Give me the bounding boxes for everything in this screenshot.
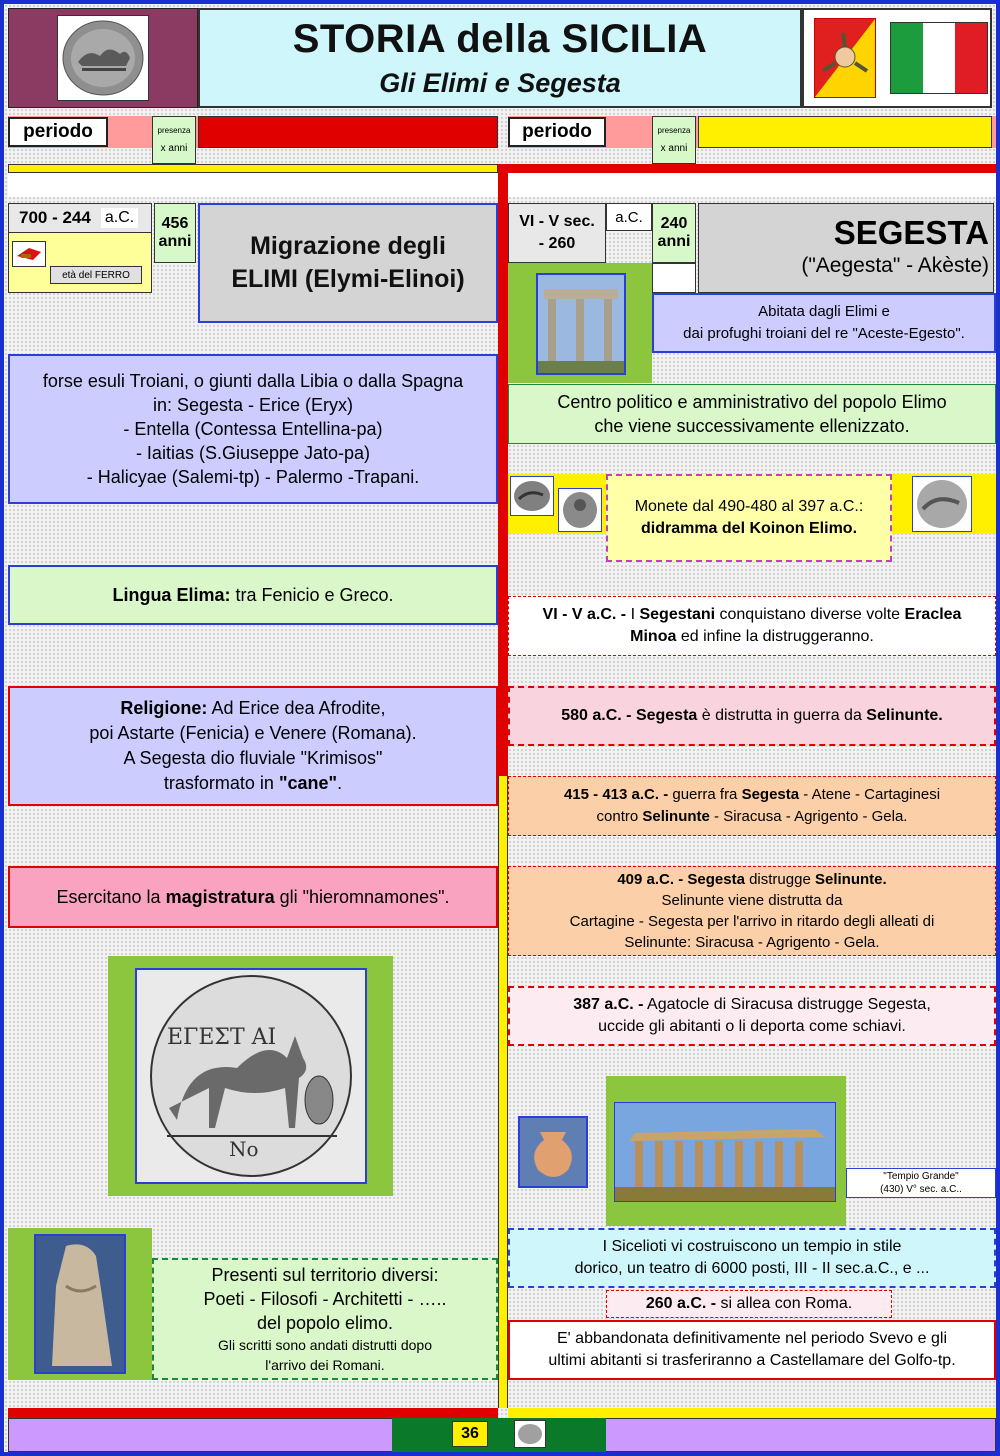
event-bold: Selinunte. (866, 707, 943, 724)
italy-flag-icon (890, 22, 988, 94)
origins-line: - Entella (Contessa Entellina-pa) (123, 419, 383, 439)
coin-small-icon (558, 488, 602, 532)
sicelioti-text: dorico, un teatro di 6000 posti, III - II sec.a.C., e ... (574, 1260, 930, 1277)
event-bold: Selinunte. (814, 871, 887, 888)
presenti-text: Gli scritti sono andati distrutti dopo (218, 1337, 432, 1353)
event-text: ed infine la distruggeranno. (676, 628, 874, 645)
event-date: 580 a.C. - Segesta (561, 707, 698, 724)
right-years-blank (652, 263, 696, 293)
abitata-text: dai profughi troiani del re "Aceste-Egesto". (683, 325, 965, 342)
years-unit: anni (158, 233, 192, 250)
heading-line: Migrazione degli (250, 232, 446, 260)
period-unit: a.C. (101, 208, 138, 228)
page-title: STORIA della SICILIA (292, 17, 708, 61)
event-bold: Segestani (639, 606, 716, 623)
abbandono-text: E' abbandonata definitivamente nel periodo Svevo e gli (557, 1330, 947, 1347)
monete-coins-left (508, 474, 606, 534)
footer-green-panel (392, 1418, 606, 1452)
event-text: guerra fra (668, 786, 742, 803)
event-text: - Siracusa - Agrigento - Gela. (709, 808, 908, 825)
iron-age-icon (12, 241, 46, 267)
header-coin-panel (8, 8, 198, 108)
event-text: I (626, 606, 640, 623)
right-red-divider (508, 164, 996, 173)
event-date: 260 a.C. - (645, 1295, 717, 1312)
right-years-box (652, 203, 696, 263)
vase-image (518, 1116, 588, 1188)
left-presence-bar (198, 116, 498, 148)
tempio-label-text: (430) V° sec. a.C.. (880, 1184, 962, 1195)
header-flags-panel (802, 8, 992, 108)
origins-line: - Halicyae (Salemi-tp) - Palermo -Trapani. (86, 467, 420, 487)
event-580 (508, 686, 996, 746)
abbandono-text: ultimi abitanti si trasferiranno a Castellamare del Golfo-tp. (548, 1352, 956, 1369)
event-text: distrugge (744, 871, 815, 888)
abbandono-box (508, 1320, 996, 1380)
monete-coins-right (892, 474, 996, 534)
right-period-unit: a.C. (606, 203, 652, 231)
dog-coin-frame (108, 956, 393, 1196)
monete-text: Monete dal 490-480 al 397 a.C.: (634, 498, 864, 515)
lingua-text: tra Fenicio e Greco. (230, 584, 394, 605)
years-count: 240 (660, 215, 688, 232)
coin-small-icon (912, 476, 972, 532)
magistratura-label: magistratura (165, 886, 275, 907)
era-label: età del FERRO (50, 266, 142, 284)
presenti-text: l'arrivo dei Romani. (265, 1357, 385, 1373)
period-range: - 260 (538, 235, 576, 252)
abitata-text: Abitata dagli Elimi e (758, 303, 890, 320)
tempio-frame (606, 1076, 846, 1226)
coin-inscription-bottom: Νο (229, 1137, 259, 1161)
years-unit: anni (657, 233, 691, 250)
left-section-heading (198, 203, 498, 323)
years-count: 456 (161, 215, 189, 232)
event-date: 387 a.C. - (573, 996, 644, 1013)
event-text: contro (596, 808, 643, 825)
magistratura-text: gli "hieromnamones". (274, 886, 450, 907)
footer-red-bar (8, 1408, 498, 1418)
monete-bold: didramma del Koinon Elimo. (640, 520, 858, 537)
header-title-panel (198, 8, 802, 108)
period-range: 700 - 244 (19, 208, 91, 227)
event-text: è distrutta in guerra da (697, 707, 867, 724)
event-text: Cartagine - Segesta per l'arrivo in ritardo degli alleati di (569, 913, 935, 930)
coin-image (57, 15, 149, 101)
magistratura-text: Esercitano la (56, 886, 166, 907)
left-presenza-box (152, 116, 196, 164)
lingua-label: Lingua Elima: (112, 584, 231, 605)
origins-line: in: Segesta - Erice (Eryx) (152, 395, 354, 415)
quadriga-coin-icon (60, 18, 146, 98)
footer-coin-icon (514, 1420, 546, 1448)
center-yellow-bar (498, 776, 508, 1408)
presenza-label: presenza (157, 126, 191, 135)
event-date: 409 a.C. - Segesta (617, 871, 745, 888)
event-387 (508, 986, 996, 1046)
right-period-dates (508, 203, 606, 263)
presenti-box (152, 1258, 498, 1380)
right-presenza-box (652, 116, 696, 164)
left-yellow-divider (8, 164, 498, 173)
magistratura-box (8, 866, 498, 928)
event-text: si allea con Roma. (716, 1295, 853, 1312)
origins-line: forse esuli Troiani, o giunti dalla Libia o dalla Spagna (42, 371, 464, 391)
religione-cane: "cane" (278, 773, 338, 793)
event-eraclea (508, 596, 996, 656)
event-bold: Minoa (630, 628, 677, 645)
sicelioti-box (508, 1228, 996, 1288)
tempio-label (846, 1168, 996, 1198)
centro-text: che viene successivamente ellenizzato. (594, 416, 910, 436)
religione-text: poi Astarte (Fenicia) e Venere (Romana). (89, 723, 417, 743)
monete-box (606, 474, 892, 562)
anni-label: x anni (660, 143, 688, 154)
religione-text: A Segesta dio fluviale "Krimisos" (123, 748, 383, 768)
event-text: Selinunte: Siracusa - Agrigento - Gela. (624, 934, 880, 951)
event-bold: Selinunte (642, 808, 710, 825)
event-415 (508, 776, 996, 836)
event-text: Agatocle di Siracusa distrugge Segesta, (643, 996, 931, 1013)
event-text: - Atene - Cartaginesi (799, 786, 941, 803)
religione-text: trasformato in (163, 773, 279, 793)
presenza-label: presenza (657, 126, 691, 135)
lingua-box (8, 565, 498, 625)
presenti-text: del popolo elimo. (256, 1313, 394, 1333)
statue-image (34, 1234, 126, 1374)
centro-text: Centro politico e amministrativo del popolo Elimo (557, 392, 947, 412)
centro-box (508, 384, 996, 444)
religione-label: Religione: (120, 698, 208, 718)
religione-text: . (337, 773, 343, 793)
origins-line: - Iaitias (S.Giuseppe Jato-pa) (135, 443, 371, 463)
left-period-dates (8, 203, 152, 233)
anni-label: x anni (160, 143, 188, 154)
right-periodo-label: periodo (508, 117, 606, 147)
segesta-heading: SEGESTA (833, 214, 989, 251)
event-text: Selinunte viene distrutta da (661, 892, 843, 909)
abitata-box (652, 293, 996, 353)
statue-frame (8, 1228, 152, 1380)
page-number: 36 (452, 1421, 488, 1447)
religione-text: Ad Erice dea Afrodite, (207, 698, 386, 718)
event-bold: Eraclea (904, 606, 962, 623)
religione-box (8, 686, 498, 806)
coin-small-icon (510, 476, 554, 516)
left-years-box (154, 203, 196, 263)
right-section-heading (698, 203, 994, 293)
event-bold: Segesta (741, 786, 800, 803)
event-text: conquistano diverse volte (715, 606, 905, 623)
dog-coin-image (135, 968, 367, 1184)
origins-box (8, 354, 498, 504)
sicily-flag-icon (814, 18, 876, 98)
segesta-subheading: ("Aegesta" - Akèste) (801, 254, 989, 277)
tempio-image (614, 1102, 836, 1202)
page-subtitle: Gli Elimi e Segesta (379, 68, 621, 98)
presenti-text: Poeti - Filosofi - Architetti - ….. (203, 1289, 447, 1309)
tempio-label-text: "Tempio Grande" (883, 1171, 959, 1182)
center-red-bar (498, 164, 508, 776)
heading-line: ELIMI (Elymi-Elinoi) (231, 265, 465, 293)
event-409 (508, 866, 996, 956)
footer-yellow-bar (508, 1408, 996, 1418)
sicelioti-text: I Sicelioti vi costruiscono un tempio in stile (602, 1238, 902, 1255)
event-date: VI - V a.C. - (542, 606, 627, 623)
event-260 (606, 1290, 892, 1318)
event-text: uccide gli abitanti o li deporta come schiavi. (598, 1018, 906, 1035)
temple-ruin-image (536, 273, 626, 375)
right-presence-bar (698, 116, 992, 148)
temple-ruin-frame (508, 263, 652, 383)
event-date: 415 - 413 a.C. - (563, 786, 669, 803)
left-periodo-label: periodo (8, 117, 108, 147)
coin-inscription-top: ΕΓΕΣΤ ΑΙ (167, 1025, 277, 1050)
presenti-text: Presenti sul territorio diversi: (211, 1265, 439, 1285)
period-range: VI - V sec. (519, 213, 595, 230)
segesta-dog-coin-icon (137, 970, 365, 1182)
